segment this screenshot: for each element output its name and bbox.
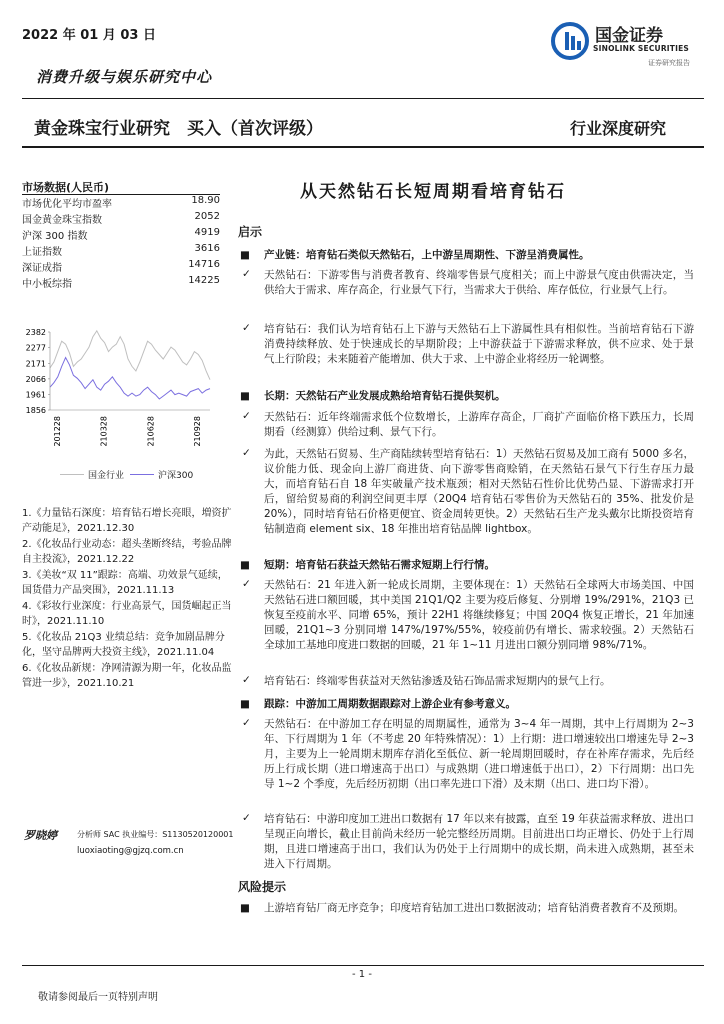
- author-license: 分析师 SAC 执业编号：S1130520120001: [77, 830, 234, 839]
- related-reports: [22, 506, 236, 692]
- check-icon: ✓: [242, 447, 251, 459]
- bullet-square-icon: ■: [240, 390, 250, 402]
- para-natural-short: 天然钻石：21 年进入新一轮成长周期，主要体现在：1）天然钻石全球两大市场美国、中国天然钻石进口额回暖，其中美国 21Q1/Q2 主要为疫后修复、分别增 19%/291%，21Q3 已恢复至疫前水平、同增 65%，预计 22H1 将继续修复；中国 20Q4 恢复正增长，21 年加速回暖，21Q1~3 分别同增 147%/197%/55%，较疫前仍有增长、需求较强。2）天然钻石全球加工基地印度进口数据的回暖，21 年 1~11 月进出口额分别同增 98%/71%。: [264, 579, 694, 651]
- legend-swatch-industry: [60, 474, 84, 475]
- y-tick-label: 1856: [25, 406, 46, 415]
- legend-label-hs300: 沪深300: [158, 471, 194, 481]
- author-name: 罗晓婷: [24, 829, 57, 842]
- market-row-value: 3616: [194, 243, 220, 254]
- header-divider: [22, 98, 704, 99]
- legend-label-industry: 国金行业: [88, 471, 125, 481]
- related-report-item[interactable]: 3.《美妆“双 11”跟踪：高端、功效景气延续，国货借力产品突围》，2021.11.13: [22, 570, 228, 596]
- market-row-label: 上证指数: [22, 247, 62, 258]
- related-report-item[interactable]: 6.《化妆品新规：净网清源为期一年，化妆品监管进一步》，2021.10.21: [22, 663, 232, 689]
- related-report-item[interactable]: 2.《化妆品行业动态：超头垄断终结，考验品牌自主投流》，2021.12.22: [22, 539, 232, 565]
- key-point-long: 长期：天然钻石产业发展成熟给培育钻石提供契机。: [264, 390, 506, 402]
- check-icon: ✓: [242, 322, 251, 334]
- y-tick-label: 2277: [25, 343, 46, 353]
- para-natural-chain: 天然钻石：下游零售与消费者教育、终端零售景气度相关；而上中游景气度由供需决定，当供给大于需求、库存高企，行业景气下行，当需求大于供给、库存低位，行业景气上行。: [264, 269, 694, 296]
- related-report-item[interactable]: 5.《化妆品 21Q3 业绩总结：竞争加剧品牌分化，坚守品牌两大投资主线》，2021.11.04: [22, 632, 225, 658]
- market-row-label: 国金黄金珠宝指数: [22, 215, 102, 226]
- market-row-label: 深证成指: [22, 263, 62, 274]
- check-icon: ✓: [242, 717, 251, 729]
- market-row-value: 18.90: [191, 195, 220, 206]
- check-icon: ✓: [242, 578, 251, 590]
- bullet-square-icon: ■: [240, 698, 250, 710]
- index-chart: [10, 322, 220, 492]
- para-transition: 为此，天然钻石贸易、生产商陆续转型培育钻石：1）天然钻石贸易及加工商有 5000 多名，议价能力低、现金向上游厂商进货、向下游零售商赊销，在天然钻石景气下行生存压力最大，而培育钻石自 18 年实破量产技术瓶颈；相对天然钻石性价比优势凸显、下游需求打开后，留给贸易商的利润空间更丰厚（20Q4 培育钻石零售价为天然钻石的 35%、批发价是 20%），同时培育钻石价格更便宜、资金周转更快。2）天然钻石生产龙头戴尔比斯投资培育钻制造商 element six、18 年推出培育钻品牌 lightbox。: [264, 448, 694, 535]
- title-divider: [22, 146, 704, 148]
- x-tick-label: 210928: [193, 416, 202, 447]
- market-row: [22, 227, 220, 242]
- key-point-tracking: 跟踪：中游加工周期数据跟踪对上游企业有参考意义。: [264, 698, 516, 710]
- series-line-industry: [50, 331, 210, 380]
- market-row: [22, 275, 220, 290]
- para-lab-chain: 培育钻石：我们认为培育钻石上下游与天然钻石上下游属性具有相似性。当前培育钻石下游消费持续释放、处于快速成长的早期阶段；上中游获益于下游需求释放，供不应求、处于景气上行阶段；未来随着产能增加、供大于求、上中游企业将经历一轮调整。: [264, 323, 694, 365]
- para-natural-tracking: 天然钻石：在中游加工存在明显的周期属性，通常为 3~4 年一周期，其中上行周期为 2~3 年、下行周期为 1 年（不考虑 20 年特殊情况）：1）上行期：进口增速较出口增速先导 2~3 月，主要为上一轮周期末期库存消化至低位、新一轮周期回暖时，存在补库存需求，先后经历上行成长期（进口增速高于出口）与成熟期（进口增速低于出口），2）下行周期：出口先导 1~2 个季度，先后经历初期（出口率先进口下滑）及末期（出口、进口均下滑）。: [264, 718, 694, 790]
- market-row-label: 市场优化平均市盈率: [22, 199, 112, 210]
- x-tick-label: 210328: [99, 416, 109, 447]
- bullet-square-icon: ■: [240, 559, 250, 571]
- x-tick-label: 210628: [146, 416, 156, 447]
- market-row: [22, 243, 220, 258]
- check-icon: ✓: [242, 410, 251, 422]
- author-email[interactable]: luoxiaoting@gjzq.com.cn: [77, 846, 184, 856]
- section-risk: 风险提示: [238, 880, 287, 894]
- x-tick-label: 201228: [53, 416, 62, 447]
- y-tick-label: 2382: [25, 328, 46, 337]
- key-point-chain: 产业链：培育钻石类似天然钻石，上中游呈周期性、下游呈消费属性。: [264, 249, 590, 261]
- brand-name-cn: 国金证券: [595, 26, 663, 46]
- report-type: 行业深度研究: [570, 119, 667, 138]
- market-row-label: 沪深 300 指数: [22, 231, 88, 242]
- market-row-value: 14225: [188, 275, 220, 286]
- report-rating-line: 黄金珠宝行业研究 买入（首次评级）: [34, 119, 323, 139]
- para-lab-tracking: 培育钻石：中游印度加工进出口数据有 17 年以来有披露，直至 19 年获益需求释放、进出口呈现正向增长，截止目前尚未经历一轮完整经历周期。目前进出口均正增长、仍处于上行周期，且进口增速高于出口，我们认为仍处于上行周期中的成长期，尚未进入成熟期，甚至未进入下行周期。: [264, 813, 694, 870]
- y-tick-label: 1961: [25, 390, 46, 400]
- related-report-item[interactable]: 1.《力量钻石深度：培育钻石增长亮眼，増资扩产动能足》，2021.12.30: [22, 508, 232, 534]
- bullet-square-icon: ■: [240, 902, 250, 914]
- footer-divider: [22, 965, 704, 966]
- market-row: [22, 259, 220, 274]
- brand-logo-icon: [551, 22, 589, 60]
- check-icon: ✓: [242, 812, 251, 824]
- y-tick-label: 2171: [25, 359, 46, 369]
- check-icon: ✓: [242, 268, 251, 280]
- bullet-square-icon: ■: [240, 249, 250, 261]
- market-row: [22, 211, 220, 226]
- section-insights: 启示: [238, 225, 263, 239]
- para-lab-short: 培育钻石：终端零售获益对天然钻渗透及钻石饰品需求短期内的景气上行。: [264, 675, 611, 687]
- report-date: 2022 年 01 月 03 日: [22, 28, 156, 43]
- page-number: - 1 -: [352, 969, 372, 980]
- market-row-value: 14716: [188, 259, 220, 270]
- related-report-item[interactable]: 4.《彩妆行业深度：行业高景气，国货崛起正当时》，2021.11.10: [22, 601, 232, 627]
- market-row-value: 2052: [194, 211, 220, 222]
- legend-swatch-hs300: [130, 474, 154, 475]
- para-risk: 上游培育钻厂商无序竞争；印度培育钻加工进出口数据波动；培育钻消费者教育不及预期。: [264, 902, 684, 914]
- para-natural-long: 天然钻石：近年终端需求低个位数增长，上游库存高企，厂商扩产面临价格下跌压力，长周期看（经测算）供给过剩、景气下行。: [264, 411, 694, 438]
- brand-name-en: SINOLINK SECURITIES: [593, 44, 690, 53]
- page-title: 从天然钻石长短周期看培育钻石: [300, 182, 566, 202]
- check-icon: ✓: [242, 674, 251, 686]
- y-tick-label: 2066: [25, 374, 46, 384]
- disclaimer-note: 敬请参阅最后一页特别声明: [38, 992, 158, 1003]
- brand-subtitle: 证券研究报告: [648, 59, 690, 67]
- market-row-value: 4919: [194, 227, 220, 238]
- market-data-title: 市场数据(人民币): [22, 181, 110, 194]
- key-point-short: 短期：培育钻石获益天然钻石需求短期上行行情。: [264, 559, 495, 571]
- market-row-label: 中小板综指: [22, 279, 72, 290]
- market-row: [22, 195, 220, 210]
- research-center: 消费升级与娱乐研究中心: [36, 68, 213, 86]
